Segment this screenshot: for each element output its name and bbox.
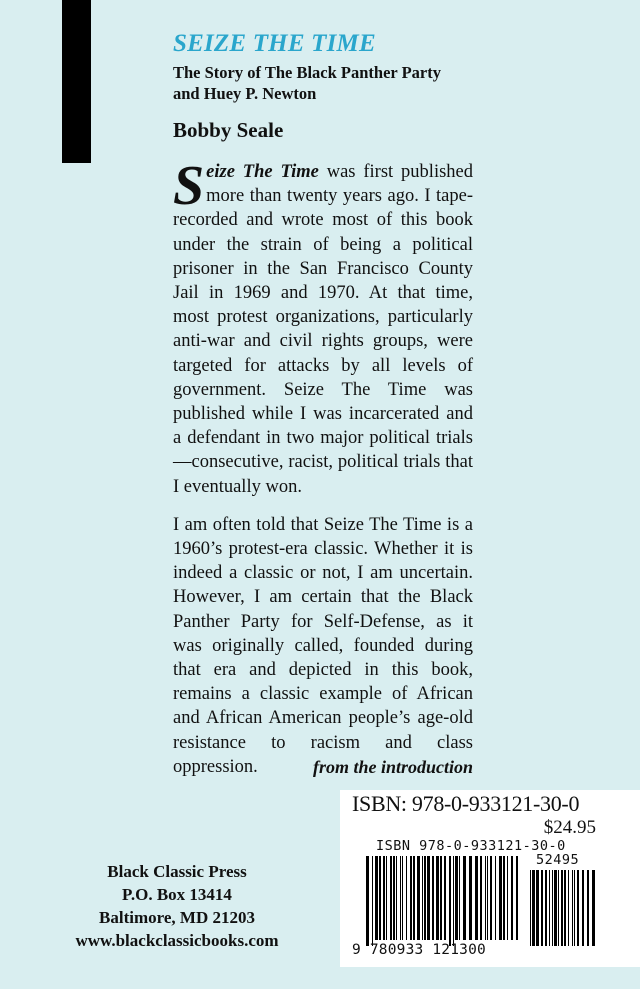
blurb-paragraph-1 [173,155,473,499]
barcode-bar [485,856,486,940]
barcode-bar [490,856,492,940]
barcode-bar [379,856,381,940]
author-name: Bobby Seale [173,118,284,142]
ean-barcode-bars [366,856,518,946]
barcode-graphic [340,790,640,967]
ean-digits: 9 780933 121300 [352,942,486,958]
barcode-bar [568,870,569,946]
publisher-name: Black Classic Press [107,862,247,881]
barcode-bar [422,856,423,940]
barcode-bar [366,856,369,946]
blurb-paragraph-1-text: was first published more than twenty years ago. I tape-recorded and wrote most of this book under the strain of being a political prisoner in the San Francisco County Jail in 1969 and 1970. At that time, most protest organizations, particularly anti-war and civil rights groups, were targeted for attacks by all levels of government. Seize The Time was published while I was incarcerated and a defendant in two major political trials—consecutive, racist, political trials that I eventually won. [173,162,473,497]
barcode-panel [340,790,640,967]
barcode-bar [552,870,553,946]
barcode-bar [459,856,460,940]
barcode-bar [413,856,415,940]
barcode-bar [440,856,442,940]
barcode-bar [417,856,420,940]
barcode-bar [582,870,584,946]
barcode-bar [592,870,595,946]
barcode-bar [561,870,563,946]
barcode-bar [587,870,589,946]
barcode-bar [499,856,502,940]
barcode-bar [432,856,434,940]
book-subtitle [173,62,533,104]
addon-barcode-bars [530,870,595,946]
addon-code: 52495 [536,852,580,868]
isbn-small-label: ISBN 978-0-933121-30-0 [376,838,566,854]
barcode-bar [503,856,505,940]
barcode-bar [530,870,531,946]
book-title: SEIZE THE TIME [173,30,376,57]
barcode-bar [444,856,446,940]
barcode-bar [424,856,426,940]
barcode-bar [541,870,543,946]
blurb-lead-title: eize The Time [206,162,319,182]
barcode-bar [507,856,508,940]
barcode-bar [400,856,401,940]
subtitle-line-2: and Huey P. Newton [173,84,317,103]
barcode-bar [536,870,539,946]
barcode-bar [396,856,397,940]
barcode-bar [402,856,403,940]
barcode-bar [495,856,496,940]
subtitle-line-1: The Story of The Black Panther Party [173,63,441,82]
barcode-bar [577,870,579,946]
price-label: $24.95 [543,817,596,838]
barcode-bar [511,856,513,940]
barcode-bar [406,856,407,940]
publisher-city: Baltimore, MD 21203 [99,908,255,927]
barcode-bar [393,856,395,940]
barcode-bar [455,856,458,940]
barcode-bar [532,870,535,946]
barcode-bar [545,870,547,946]
barcode-bar [554,870,557,946]
barcode-bar [375,856,378,940]
barcode-bar [453,856,454,946]
barcode-bar [383,856,385,940]
barcode-bar [386,856,387,940]
barcode-bar [449,856,451,946]
barcode-bar [480,856,482,940]
barcode-bar [516,856,518,940]
barcode-bar [487,856,488,940]
barcode-bar [427,856,430,940]
barcode-bar [372,856,373,946]
barcode-bar [564,870,566,946]
barcode-bar [390,856,392,940]
barcode-bar [574,870,575,946]
publisher-po-box: P.O. Box 13414 [122,885,232,904]
barcode-bar [436,856,439,940]
barcode-bar [463,856,466,940]
barcode-bar [469,856,472,940]
blurb-credit: from the introduction [312,757,473,777]
isbn-label: ISBN: 978-0-933121-30-0 [352,791,580,816]
blurb-text [173,155,473,779]
publisher-info [60,860,294,952]
blurb-paragraph-2: I am often told that Seize The Time is a 1960’s protest-era classic. Whether it is indeed a classic or not, I am uncertain. However, I am certain that the Black Panther Party for Self-Defense, as it was originally called, founded during that era and depicted in this book, remains a classic example of African and African American people’s age-old resistance to racism and class oppression. [173,514,473,777]
barcode-bar [558,870,559,946]
barcode-bar [475,856,478,940]
publisher-website[interactable]: www.blackclassicbooks.com [75,931,279,950]
barcode-bar [410,856,412,940]
barcode-bar [549,870,550,946]
drop-cap: S [173,155,205,217]
black-spine-bar [62,0,91,163]
barcode-bar [572,870,573,946]
